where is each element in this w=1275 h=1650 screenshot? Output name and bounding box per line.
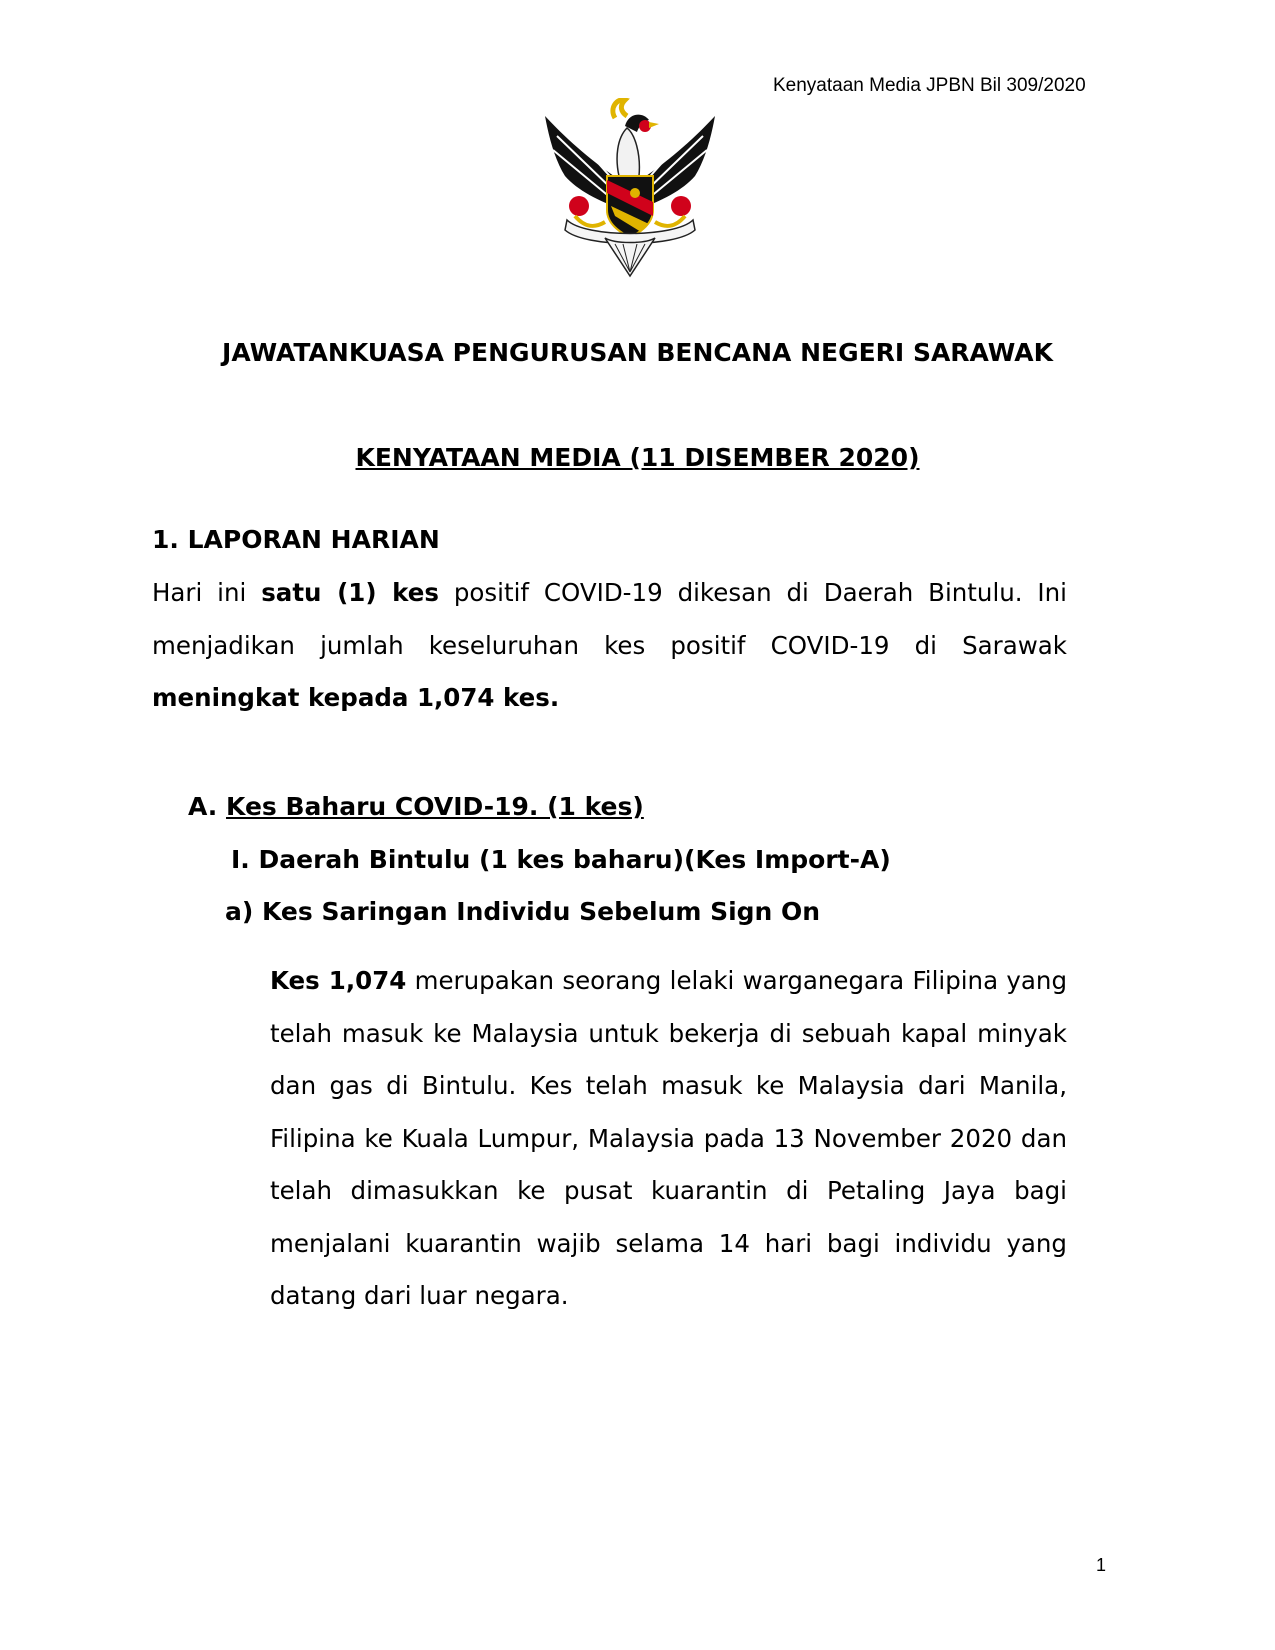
- organization-title: JAWATANKUASA PENGURUSAN BENCANA NEGERI SARAWAK: [222, 338, 1053, 367]
- para-bold-total: meningkat kepada 1,074 kes.: [152, 683, 560, 712]
- section-heading-laporan-harian: 1. LAPORAN HARIAN: [152, 525, 440, 554]
- sarawak-coat-of-arms-icon: [545, 98, 715, 278]
- subsection-a-heading: [188, 792, 644, 821]
- subsection-i-heading: I. Daerah Bintulu (1 kes baharu)(Kes Import-A): [231, 845, 891, 874]
- case-number: Kes 1,074: [270, 966, 407, 995]
- subsection-a-title: Kes Baharu COVID-19. (1 kes): [226, 792, 644, 821]
- crest-graphic: [545, 98, 715, 278]
- document-title-text: KENYATAAN MEDIA (11 DISEMBER 2020): [355, 443, 920, 472]
- page-number: 1: [1096, 1555, 1107, 1575]
- case-description-text: merupakan seorang lelaki warganegara Filipina yang telah masuk ke Malaysia untuk bekerja di sebuah kapal minyak dan gas di Bintulu. Kes telah masuk ke Malaysia dari Manila, Filipina ke Kuala Lumpur, Malaysia pada 13 November 2020 dan telah dimasukkan ke pusat kuarantin di Petaling Jaya bagi menjalani kuarantin wajib selama 14 hari bagi individu yang datang dari luar negara.: [270, 966, 1067, 1310]
- case-description-paragraph: [270, 955, 1067, 1323]
- document-title: [0, 443, 1275, 472]
- subsection-a-marker: A.: [188, 792, 227, 821]
- daily-report-paragraph: [152, 567, 1067, 725]
- para-bold-case-count: satu (1) kes: [261, 578, 439, 607]
- item-a-heading: a) Kes Saringan Individu Sebelum Sign On: [225, 897, 821, 926]
- para-text: Hari ini: [152, 578, 262, 607]
- para-text: positif COVID-19 dikesan di Daerah Bintulu. Ini menjadikan jumlah keseluruhan kes positif COVID-19 di Sarawak: [152, 578, 1067, 660]
- media-statement-reference: Kenyataan Media JPBN Bil 309/2020: [773, 75, 1086, 96]
